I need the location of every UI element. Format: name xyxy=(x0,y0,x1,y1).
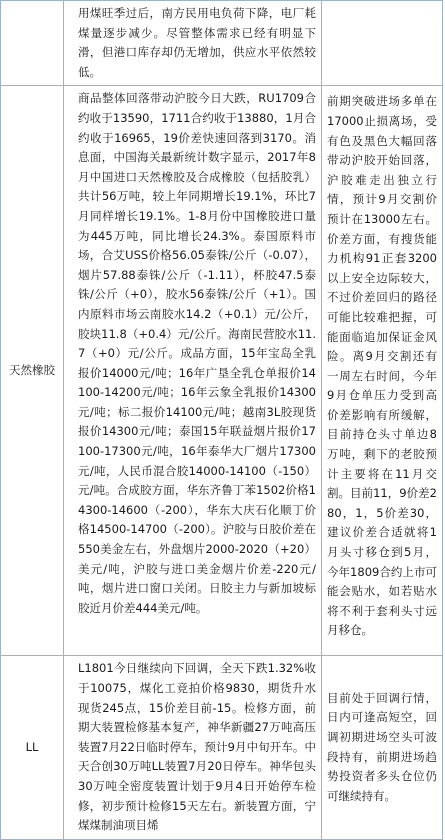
analysis-cell: L1801今日继续向下回调，全天下跌1.32%收于10075，煤化工竞拍价格9830，期货升水现货245点，15价差目前-15。检修方面，前期大装置检修基本复产，神华新疆27万吨高压装置7月22日临时停车，预计9月中旬开车。中天合创30万吨LL装置7月20日停车。神华包头30万吨全密度装置计划于9月4日开始停车检修，初步预计检修15天左右。新装置方面，宁煤煤制油项目烯 xyxy=(64,656,322,839)
table-row xyxy=(1,1,443,86)
category-cell xyxy=(1,1,64,86)
analysis-cell: 商品整体回落带动沪胶今日大跌，RU1709合约收于13590，1711合约收于13880，1月合约收于16965，19价差快速回落到3170。消息面，中国海关最新统计数字显示，2017年8月中国进口天然橡胶及合成橡胶（包括胶乳）共计56万吨，较上年同期增长19.1%，环比7月同样增长19.1%。1-8月份中国橡胶进口量为445万吨，同比增长24.3%。泰国原料市场，合艾USS价格56.05泰铢/公斤（-0.07），烟片57.88泰铢/公斤（-1.11），杯胶47.5泰铢/公斤（+0），胶水56泰铢/公斤（+1）。国内原料市场云南胶水14.2（+0.1）元/公斤，胶块11.8（+0.4）元/公斤。海南民营胶水11.7（+0）元/公斤。成品方面，15年宝岛全乳报价14000元/吨；16年广垦全乳仓单报价14100-14200元/吨；16年云象全乳报价14300元/吨；标二报价14100元/吨；越南3L胶现货报价14300元/吨；泰国15年联益烟片报价17100-17300元/吨，16年泰华大厂烟片17300元/吨，人民币混合胶14000-14100（-150）元/吨。合成胶方面，华东齐鲁丁苯1502价格14300-14600（-200），华东大庆石化顺丁价格14500-14700（-200）。沪胶与日胶价差在550美金左右，外盘烟片2000-2020（+20）美元/吨，沪胶与进口美金烟片价差-220元/吨，烟片进口窗口关闭。日胶主力与新加坡标胶近月价差444美元/吨。 xyxy=(64,86,322,656)
analysis-cell: 用煤旺季过后，南方民用电负荷下降，电厂耗煤量逐步减少。尽管整体需求已经有明显下滑，但港口库存却仍无增加，供应水平依然较低。 xyxy=(64,1,322,86)
category-cell: LL xyxy=(1,656,64,839)
table-row xyxy=(1,656,443,839)
strategy-cell: 前期突破进场多单在17000止损离场，受有色及黑色大幅回落带动沪胶开始回落，沪胶难走出独立行情，预计9月交割价预计在13000左右。价差方面，有搜货能力机构91正套3200以上安全边际较大，不过价差回归的路径可能比较难把握，可能面临追加保证金风险。离9月交割还有一周左右时间，今年9月仓单压力受到高价差影响有所缓解，目前持仓头寸单边8万吨，剩下的老胶预计主要将在11月交割。目前11，9价差280，1，5价差30，建议价差合适就将1月头寸移仓到5月，今年1809合约上市可能会贴水，如若贴水将不利于套利头寸远月移仓。 xyxy=(322,86,443,656)
table-row xyxy=(1,86,443,656)
category-cell: 天然橡胶 xyxy=(1,86,64,656)
strategy-cell xyxy=(322,1,443,86)
strategy-cell: 目前处于回调行情，日内可逢高短空，回调初期进场空头可波段持有，前期进场趋势投资者多头仓位仍可继续持有。 xyxy=(322,656,443,839)
